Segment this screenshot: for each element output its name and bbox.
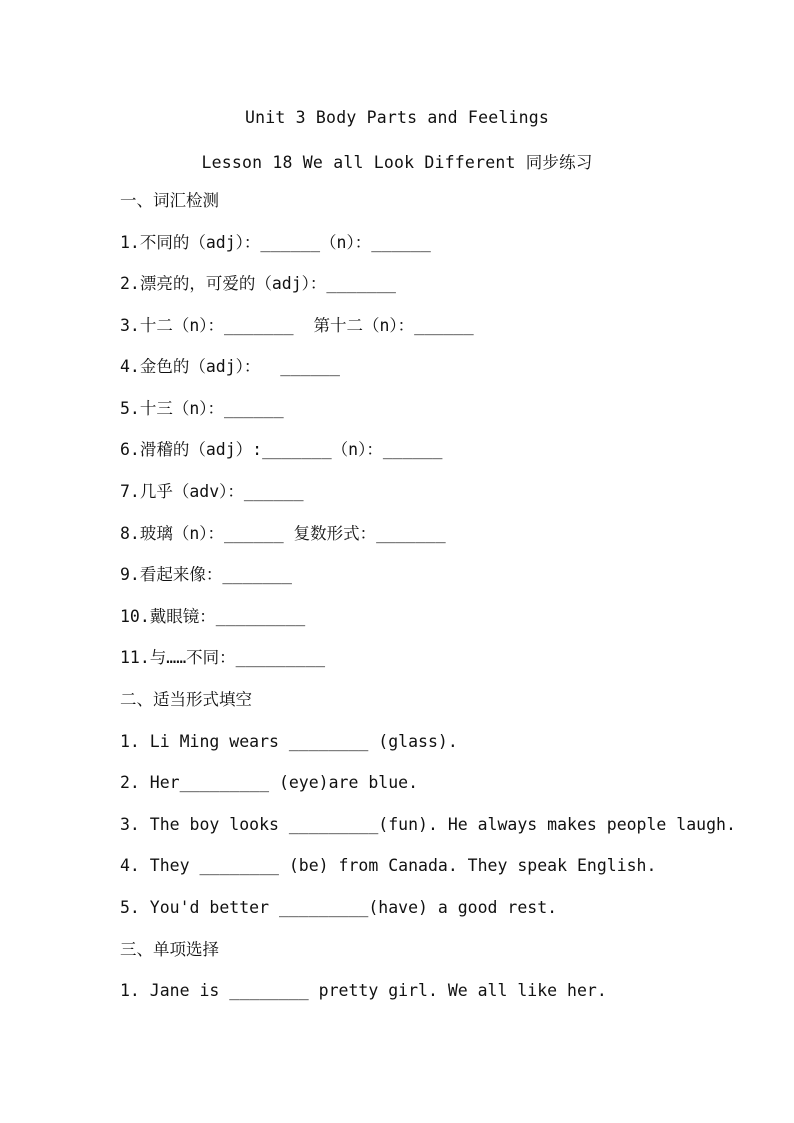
vocab-item: 7.几乎（adv）：______ <box>120 482 304 501</box>
fill-in-item: 3. The boy looks _________(fun). He always makes people laugh. <box>120 815 736 834</box>
vocab-item: 10.戴眼镜：_________ <box>120 607 306 626</box>
fill-in-item: 5. You'd better _________(have) a good rest. <box>120 898 558 917</box>
fill-in-item: 2. Her_________ (eye)are blue. <box>120 773 419 792</box>
fill-in-item: 4. They ________ (be) from Canada. They speak English. <box>120 856 657 875</box>
vocab-item: 5.十三（n）：______ <box>120 399 284 418</box>
fill-in-item: 1. Li Ming wears ________ (glass). <box>120 732 458 751</box>
page-title: Unit 3 Body Parts and Feelings <box>244 108 549 127</box>
vocab-item: 11.与……不同：_________ <box>120 648 326 667</box>
page-subtitle: Lesson 18 We all Look Different 同步练习 <box>201 153 593 172</box>
section-heading-fill-in: 二、适当形式填空 <box>120 690 252 709</box>
vocab-item: 1.不同的（adj）：______（n）：______ <box>120 233 431 252</box>
vocab-item: 2.漂亮的，可爱的（adj）：_______ <box>120 274 396 293</box>
multiple-choice-item: 1. Jane is ________ pretty girl. We all like her. <box>120 981 607 1000</box>
vocab-item: 6.滑稽的（adj）:_______（n）：______ <box>120 440 443 459</box>
vocab-item: 9.看起来像：_______ <box>120 565 292 584</box>
vocab-item: 3.十二（n）：_______ 第十二（n）：______ <box>120 316 474 335</box>
section-heading-vocabulary: 一、词汇检测 <box>120 191 219 210</box>
section-heading-multiple-choice: 三、单项选择 <box>120 940 219 959</box>
vocab-item: 4.金色的（adj）： ______ <box>120 357 340 376</box>
vocab-item: 8.玻璃（n）：______ 复数形式：_______ <box>120 524 446 543</box>
